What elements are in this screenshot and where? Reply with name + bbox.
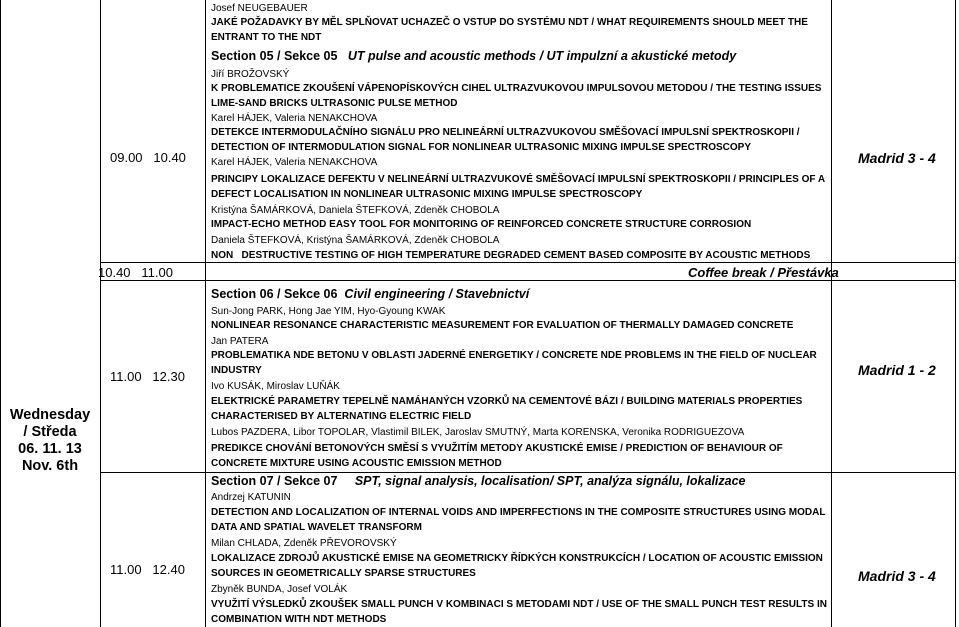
author: Zbyněk BUNDA, Josef VOLÁK [211,584,348,595]
day-line: Nov. 6th [21,458,79,474]
section-label: Section 07 / Sekce 07 [211,474,338,488]
author: Lubos PAZDERA, Libor TOPOLAR, Vlastimil BILEK, Jaroslav SMUTNÝ, Marta KORENSKA, Veronika RODRIGUEZOVA [211,427,745,438]
talk-title: PROBLEMATIKA NDE BETONU V OBLASTI JADERNÉ ENERGETIKY / CONCRETE NDE PROBLEMS IN THE FIELD OF NUCLEAR INDUSTRY [211,350,817,376]
talk-title: JAKÉ POŽADAVKY BY MĚL SPLŇOVAT UCHAZEČ O VSTUP DO SYSTÉMU NDT / WHAT REQUIREMENTS SHOULD MEET THE ENTRANT TO THE NDT [211,17,808,43]
talk-title: PREDIKCE CHOVÁNÍ BETONOVÝCH SMĚSÍ S VYUŽITÍM METODY AKUSTICKÉ EMISE / PREDICTION OF BEHAVIOUR OF CONCRETE MIXTURE USING ACOUSTIC EMISSION METHOD [211,443,783,469]
talk-title: NON DESTRUCTIVE TESTING OF HIGH TEMPERATURE DEGRADED CEMENT BASED COMPOSITE BY ACOUSTIC METHODS [211,250,811,261]
talk-title: NONLINEAR RESONANCE CHARACTERISTIC MEASUREMENT FOR EVALUATION OF THERMALLY DAMAGED CONCRETE [211,320,794,331]
grid-line [100,0,101,627]
talk-title: K PROBLEMATICE ZKOUŠENÍ VÁPENOPÍSKOVÝCH CIHEL ULTRAZVUKOVOU IMPULSOVOU METODOU / THE TESTING ISSUES LIME-SAND BRICKS ULTRASONIC PULSE METHOD [211,83,822,109]
section-topic: UT pulse and acoustic methods / UT impulzní a akustické metody [347,49,737,63]
author: Kristýna ŠAMÁRKOVÁ, Daniela ŠTEFKOVÁ, Zdeněk CHOBOLA [211,205,500,216]
coffee-time: 10.40 11.00 [98,265,173,280]
author: Jan PATERA [211,336,269,347]
author: Jiří BROŽOVSKÝ [211,69,290,80]
section-label: Section 05 / Sekce 05 [211,49,338,63]
section-label: Section 06 / Sekce 06 [211,287,338,301]
talk-title: VYUŽITÍ VÝSLEDKŮ ZKOUŠEK SMALL PUNCH V KOMBINACI S METODAMI NDT / USE OF THE SMALL PUNCH TEST RESULTS IN COMBINATION WITH NDT METHODS [211,599,827,625]
talk-title: LOKALIZACE ZDROJŮ AKUSTICKÉ EMISE NA GEOMETRICKY ŘÍDKÝCH KONSTRUKCÍCH / LOCATION OF ACOUSTIC EMISSION SOURCES IN GEOMETRICALLY SPARSE STRUCTURES [211,553,823,579]
section-topic: Civil engineering / Stavebnictví [344,287,530,301]
talk-title: ELEKTRICKÉ PARAMETRY TEPELNĚ NAMÁHANÝCH VZORKŮ NA CEMENTOVÉ BÁZI / BUILDING MATERIALS PROPERTIES CHARACTERISED BY ALTERNATING ELECTRIC FIELD [211,396,803,422]
room-label: Madrid 1 - 2 [858,362,936,378]
coffee-break-label: Coffee break / Přestávka [688,265,839,280]
grid-line [100,280,955,281]
author: Karel HÁJEK, Valeria NENAKCHOVA [211,113,378,124]
section-topic: SPT, signal analysis, localisation/ SPT, analýza signálu, lokalizace [354,474,746,488]
author: Sun-Jong PARK, Hong Jae YIM, Hyo-Gyoung KWAK [211,306,446,317]
room-label: Madrid 3 - 4 [858,150,936,166]
author: Ivo KUSÁK, Miroslav LUŇÁK [211,381,340,392]
author: Daniela ŠTEFKOVÁ, Kristýna ŠAMÁRKOVÁ, Zdeněk CHOBOLA [211,235,500,246]
section-heading [211,287,529,301]
time-slot: 09.00 10.40 [110,150,186,165]
time-slot: 11.00 12.30 [110,369,185,384]
day-label [0,407,100,475]
author: Milan CHLADA, Zdeněk PŘEVOROVSKÝ [211,538,397,549]
room-label: Madrid 3 - 4 [858,568,936,584]
day-line: Wednesday [9,407,91,423]
day-line: / Středa [23,424,77,440]
section-heading [211,49,736,63]
talk-title: DETECTION AND LOCALIZATION OF INTERNAL VOIDS AND IMPERFECTIONS IN THE COMPOSITE STRUCTURES USING MODAL DATA AND SPATIAL WAVELET TRANSFORM [211,507,826,533]
grid-line [100,472,955,473]
section-heading [211,474,746,488]
grid-line [205,0,206,627]
author: Josef NEUGEBAUER [211,3,308,14]
talk-title: PRINCIPY LOKALIZACE DEFEKTU V NELINEÁRNÍ ULTRAZVUKOVÉ SMĚŠOVACÍ IMPULSNÍ SPEKTROSKOPII / PRINCIPLES OF A DEFECT LOCALISATION IN NONLINEAR ULTRASONIC MIXING IMPULSE SPECTROSCOPY [211,174,825,200]
talk-title: DETEKCE INTERMODULAČNÍHO SIGNÁLU PRO NELINEÁRNÍ ULTRAZVUKOVOU SMĚŠOVACÍ IMPULSNÍ SPEKTROSKOPII / DETECTION OF INTERMODULATION SIGNAL FOR NONLINEAR ULTRASONIC MIXING IMPULSE SPECTROSCOPY [211,127,800,153]
author: Andrzej KATUNIN [211,492,291,503]
talk-title: IMPACT-ECHO METHOD EASY TOOL FOR MONITORING OF REINFORCED CONCRETE STRUCTURE CORROSION [211,219,752,230]
author: Karel HÁJEK, Valeria NENAKCHOVA [211,157,378,168]
grid-line [955,0,956,627]
day-line: 06. 11. 13 [18,441,82,457]
time-slot: 11.00 12.40 [110,562,185,577]
grid-line [831,0,832,627]
grid-line [0,0,1,627]
